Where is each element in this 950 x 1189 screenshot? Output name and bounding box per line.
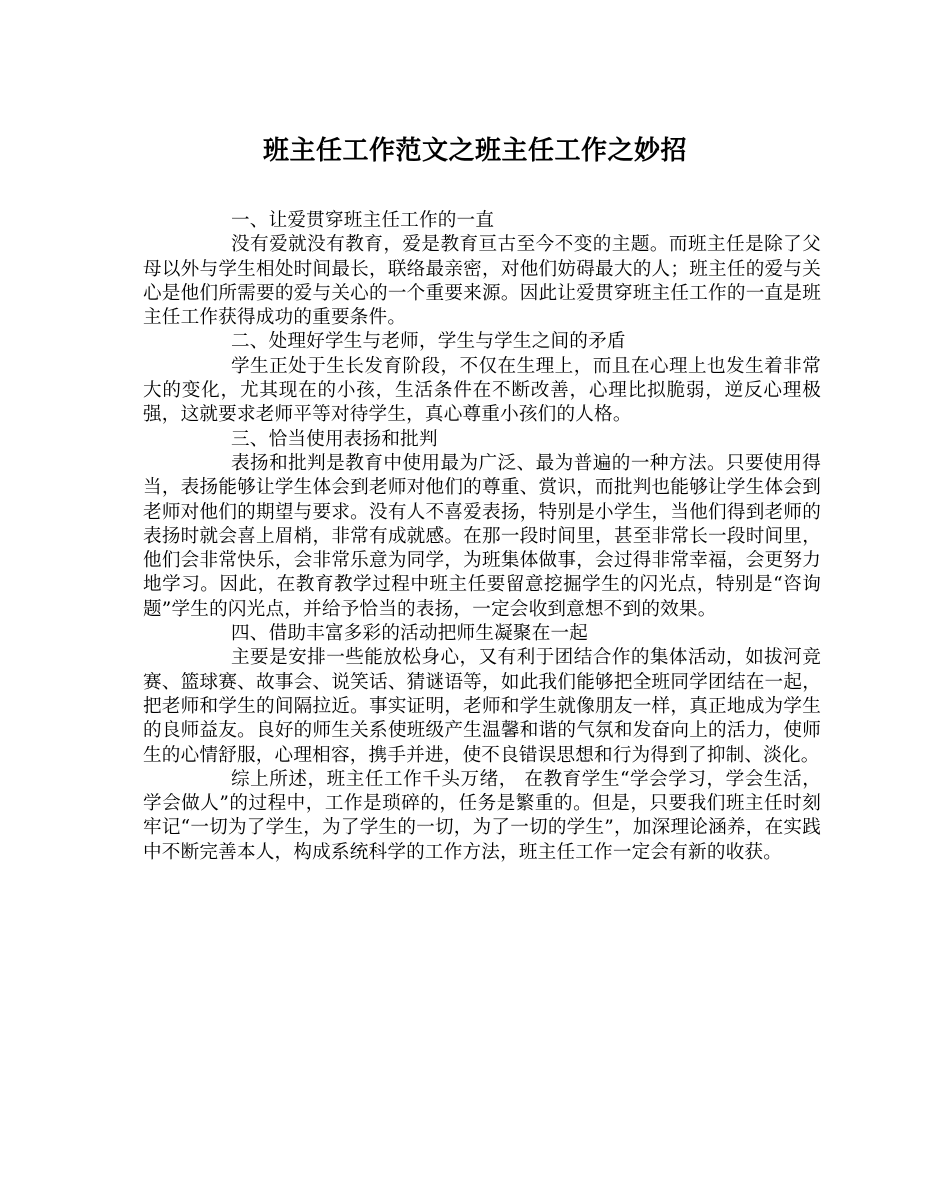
section-heading-2: 二、处理好学生与老师，学生与学生之间的矛盾 — [231, 331, 626, 353]
paragraph-2: 学生正处于生长发育阶段，不仅在生理上，而且在心理上也发生着非常大的变化，尤其现在的小孩，生活条件在不断改善，心理比拟脆弱，逆反心理极强，这就要求老师平等对待学生，真心尊重小孩们的人格。 — [143, 355, 821, 426]
document-title: 班主任工作范文之班主任工作之妙招 — [262, 136, 687, 166]
conclusion-paragraph: 综上所述，班主任工作千头万绪， 在教育学生“学会学习，学会生活，学会做人”的过程中，工作是琐碎的，任务是繁重的。但是，只要我们班主任时刻牢记“一切为了学生，为了学生的一切，为了一切的学生”，加深理论涵养，在实践中不断完善本人，构成系统科学的工作方法，班主任工作一定会有新的收获。 — [143, 768, 821, 863]
paragraph-3: 表扬和批判是教育中使用最为广泛、最为普遍的一种方法。只要使用得当，表扬能够让学生体会到老师对他们的尊重、赏识，而批判也能够让学生体会到老师对他们的期望与要求。没有人不喜爱表扬，特别是小学生，当他们得到老师的表扬时就会喜上眉梢，非常有成就感。在那一段时间里，甚至非常长一段时间里，他们会非常快乐，会非常乐意为同学，为班集体做事，会过得非常幸福，会更努力地学习。因此，在教育教学过程中班主任要留意挖掘学生的闪光点，特别是“咨询题”学生的闪光点，并给予恰当的表扬，一定会收到意想不到的效果。 — [143, 452, 821, 620]
section-heading-3: 三、恰当使用表扬和批判 — [231, 428, 438, 450]
paragraph-1: 没有爱就没有教育，爱是教育亘古至今不变的主题。而班主任是除了父母以外与学生相处时间最长，联络最亲密，对他们妨碍最大的人；班主任的爱与关心是他们所需要的爱与关心的一个重要来源。因此让爱贯穿班主任工作的一直是班主任工作获得成功的重要条件。 — [143, 234, 821, 329]
section-heading-1: 一、让爱贯穿班主任工作的一直 — [231, 210, 495, 231]
paragraph-4: 主要是安排一些能放松身心，又有利于团结合作的集体活动，如拔河竞赛、篮球赛、故事会、说笑话、猜谜语等，如此我们能够把全班同学团结在一起，把老师和学生的间隔拉近。事实证明，老师和学生就像朋友一样，真正地成为学生的良师益友。良好的师生关系使班级产生温馨和谐的气氛和发奋向上的活力，使师生的心情舒服，心理相容，携手并进，使不良错误思想和行为得到了抑制、淡化。 — [143, 647, 821, 766]
section-heading-4: 四、借助丰富多彩的活动把师生凝聚在一起 — [231, 623, 589, 645]
document-body — [143, 209, 821, 865]
